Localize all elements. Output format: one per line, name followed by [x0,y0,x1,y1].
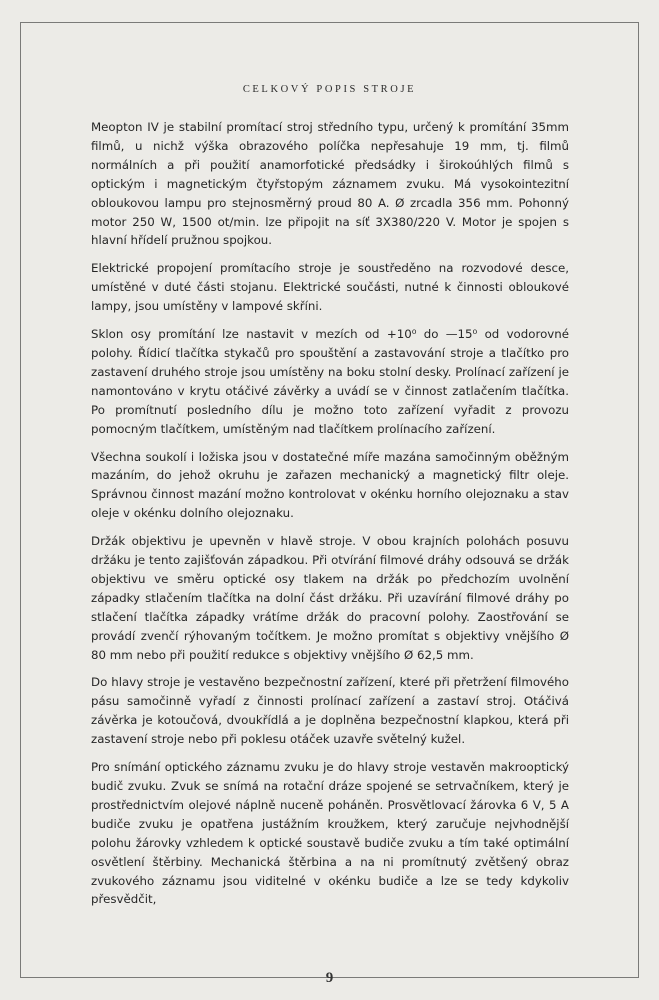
paragraph: Sklon osy promítání lze nastavit v mezích od +10⁰ do —15⁰ od vodorovné polohy. Řídicí tlačítka stykačů pro spouštění a zastavování stroje a tlačítko pro zastavení druhého stroje jsou umístěny na boku stolní desky. Prolínací zařízení je namontováno v krytu otáčivé závěrky a uvádí se v činnost zatlačením tlačítka. Po promítnutí posledního dílu je možno toto zařízení vyřadit z provozu pomocným tlačítkem, umístěným nad tlačítkem prolínacího zařízení. [91,327,569,436]
paragraph: Všechna soukolí i ložiska jsou v dostatečné míře mazána samočinným oběžným mazáním, do jehož okruhu je zařazen mechanický a magnetický filtr oleje. Správnou činnost mazání možno kontrolovat v okénku horního olejoznaku a stav oleje v okénku dolního olejoznaku. [91,449,569,521]
paragraph: Elektrické propojení promítacího stroje je soustředěno na rozvodové desce, umístěné v duté části stojanu. Elektrické součásti, nutné k činnosti obloukové lampy, jsou umístěny v lampové skříni. [91,261,569,314]
page-heading: CELKOVÝ POPIS STROJE [242,84,417,95]
paragraph: Držák objektivu je upevněn v hlavě stroje. V obou krajních polohách posuvu držáku je tento zajišťován západkou. Při otvírání filmové dráhy odsouvá se držák objektivu ve směru optické osy tlakem na držák po předchozím uvolnění západky stlačením tlačítka na dolní část držáku. Při uzavírání filmové dráhy po stlačení tlačítka západky vrátíme držák do pracovní polohy. Zaostřování se provádí zvenčí rýhovaným točítkem. Je možno promítat s objektivy vnějšího Ø 80 mm nebo při použití redukce s objektivy vnějšího Ø 62,5 mm. [91,534,569,662]
body-text [91,118,569,918]
paragraph: Meopton IV je stabilní promítací stroj středního typu, určený k promítání 35mm filmů, u nichž výška obrazového políčka nepřesahuje 19 mm, tj. filmů normálních a při použití anamorfotické předsádky i širokoúhlých filmů s optickým i magnetickým čtyřstopým záznamem zvuku. Má vysokointezitní obloukovou lampu pro stejnosměrný proud 80 A. Ø zrcadla 356 mm. Pohonný motor 250 W, 1500 ot/min. lze připojit na síť 3X380/220 V. Motor je spojen s hlavní hřídelí pružnou spojkou. [91,120,569,248]
page-number: 9 [325,970,334,986]
paragraph: Pro snímání optického záznamu zvuku je do hlavy stroje vestavěn makrooptický budič zvuku. Zvuk se snímá na rotační dráze spojené se setrvačníkem, který je prostřednictvím olejové náplně nuceně poháněn. Prosvětlovací žárovka 6 V, 5 A budiče zvuku je opatřena justážním kroužkem, který zaručuje nejvhodnější polohu žárovky vzhledem k optické soustavě budiče zvuku a tím také optimální osvětlení štěrbiny. Mechanická štěrbina a na ni promítnutý zvětšený obraz zvukového záznamu jsou viditelné v okénku budiče a lze se tedy kdykoliv přesvědčit, [91,760,569,907]
paragraph: Do hlavy stroje je vestavěno bezpečnostní zařízení, které při přetržení filmového pásu samočinně vyřadí z činnosti prolínací zařízení a zastaví stroj. Otáčivá závěrka je kotoučová, dvoukřídlá a je doplněna bezpečnostní klapkou, která při zastavení stroje nebo při poklesu otáček uzavře světelný kužel. [91,675,569,747]
